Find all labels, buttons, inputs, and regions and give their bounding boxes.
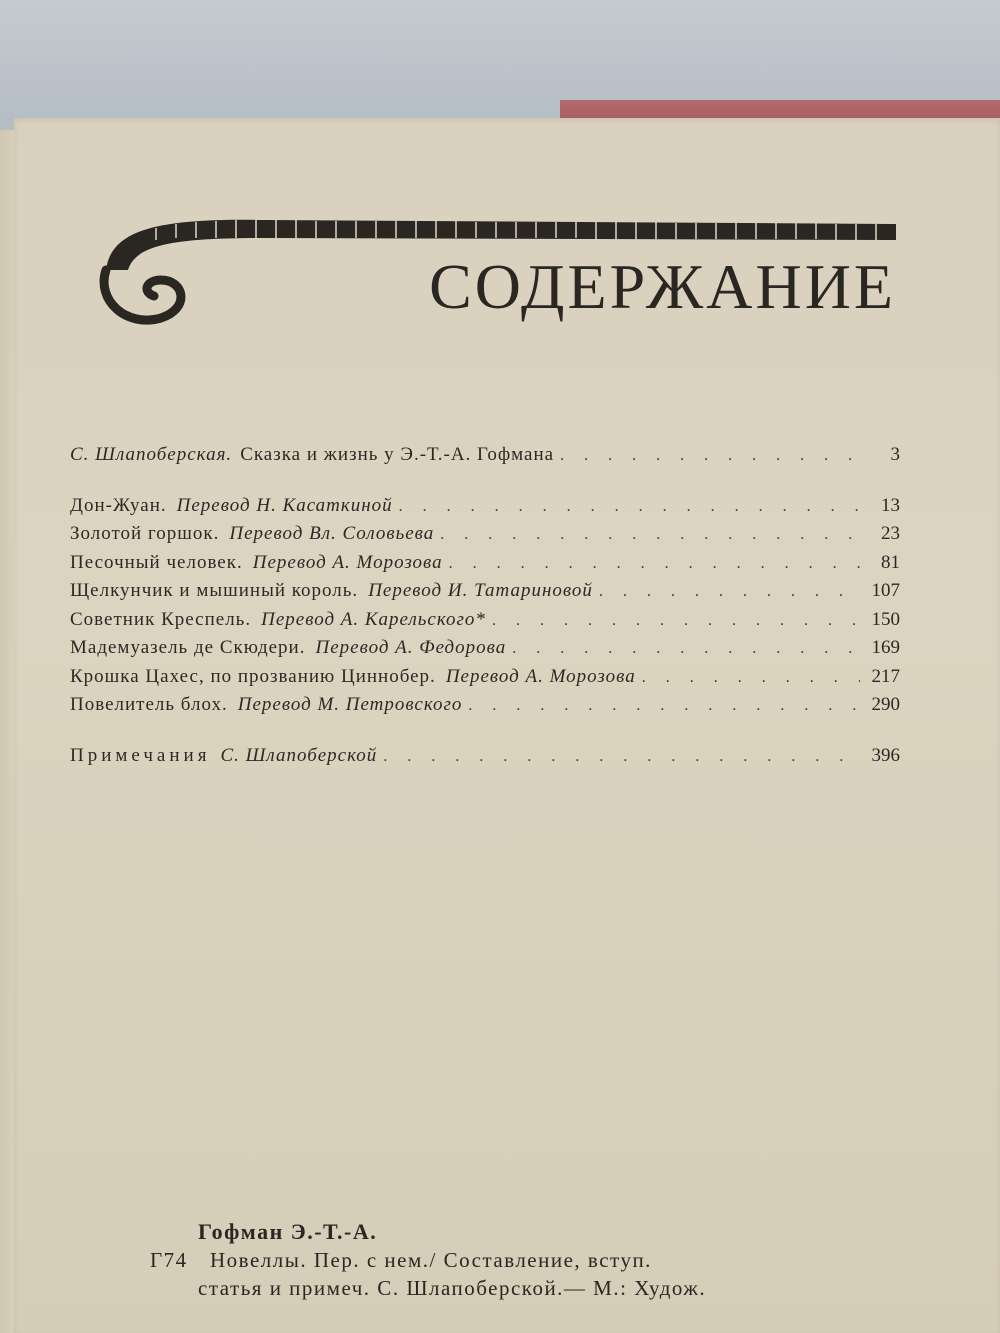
toc-page-number: 81 bbox=[881, 551, 900, 573]
toc-translator: Перевод Н. Касаткиной bbox=[176, 494, 393, 516]
toc-leader bbox=[449, 555, 860, 573]
toc-leader bbox=[440, 526, 860, 544]
toc-translator: Перевод А. Карельского* bbox=[261, 608, 486, 630]
toc-leader bbox=[599, 583, 860, 601]
toc-page-number: 217 bbox=[871, 665, 900, 687]
toc-entry bbox=[70, 444, 900, 473]
toc-leader bbox=[468, 697, 860, 715]
toc-title: Щелкунчик и мышиный король. bbox=[70, 580, 359, 601]
toc-page-number: 13 bbox=[881, 494, 900, 516]
toc-title: Мадемуазель де Скюдери. bbox=[70, 637, 306, 658]
toc-page-number: 23 bbox=[881, 523, 900, 544]
page-title: СОДЕРЖАНИЕ bbox=[429, 251, 896, 322]
toc-title: Примечания bbox=[70, 744, 211, 766]
table-of-contents bbox=[70, 444, 900, 773]
toc-translator: Перевод М. Петровского bbox=[237, 694, 463, 715]
toc-entry bbox=[70, 495, 900, 524]
toc-page-number: 290 bbox=[871, 694, 900, 715]
toc-entry bbox=[70, 523, 900, 552]
toc-translator: С. Шлапоберской bbox=[220, 744, 378, 766]
biblio-author: Гофман Э.-Т.-А. bbox=[198, 1219, 378, 1244]
toc-title: Сказка и жизнь у Э.-Т.-А. Гофмана bbox=[240, 444, 555, 465]
toc-translator: Перевод И. Татариновой bbox=[368, 580, 593, 601]
toc-leader bbox=[492, 612, 860, 630]
toc-page-number: 169 bbox=[871, 637, 900, 658]
toc-entry bbox=[70, 666, 900, 695]
toc-translator: Перевод А. Морозова bbox=[252, 551, 443, 573]
toc-entry bbox=[70, 745, 900, 774]
biblio-code: Г74 bbox=[150, 1248, 188, 1272]
toc-translator: Перевод А. Федорова bbox=[315, 637, 507, 658]
toc-title: Дон-Жуан. bbox=[70, 494, 167, 516]
toc-page-number: 3 bbox=[890, 444, 900, 465]
toc-title: Советник Креспель. bbox=[70, 608, 252, 630]
toc-entry bbox=[70, 552, 900, 581]
toc-page-number: 150 bbox=[871, 608, 900, 630]
toc-title: Песочный человек. bbox=[70, 551, 243, 573]
toc-title: Золотой горшок. bbox=[70, 523, 220, 544]
bibliographic-record bbox=[150, 1218, 980, 1302]
toc-leader bbox=[642, 669, 860, 687]
toc-leader bbox=[399, 498, 860, 516]
toc-entry bbox=[70, 609, 900, 638]
toc-leader bbox=[512, 640, 860, 658]
toc-translator: Перевод А. Морозова bbox=[445, 665, 636, 687]
toc-leader bbox=[383, 748, 860, 766]
toc-entry bbox=[70, 580, 900, 609]
biblio-line bbox=[150, 1246, 980, 1274]
biblio-line: статья и примеч. С. Шлапоберской.— М.: Худож. bbox=[198, 1276, 707, 1300]
biblio-line-text: Новеллы. Пер. с нем./ Составление, вступ. bbox=[210, 1248, 652, 1272]
toc-page-number: 396 bbox=[871, 744, 900, 766]
toc-leader bbox=[560, 447, 860, 465]
toc-title: Повелитель блох. bbox=[70, 694, 228, 715]
toc-entry bbox=[70, 694, 900, 723]
toc-author: С. Шлапоберская. bbox=[70, 444, 233, 465]
toc-title: Крошка Цахес, по прозванию Циннобер. bbox=[70, 665, 436, 687]
toc-entry bbox=[70, 637, 900, 666]
toc-page-number: 107 bbox=[871, 580, 900, 601]
toc-translator: Перевод Вл. Соловьева bbox=[229, 523, 435, 544]
